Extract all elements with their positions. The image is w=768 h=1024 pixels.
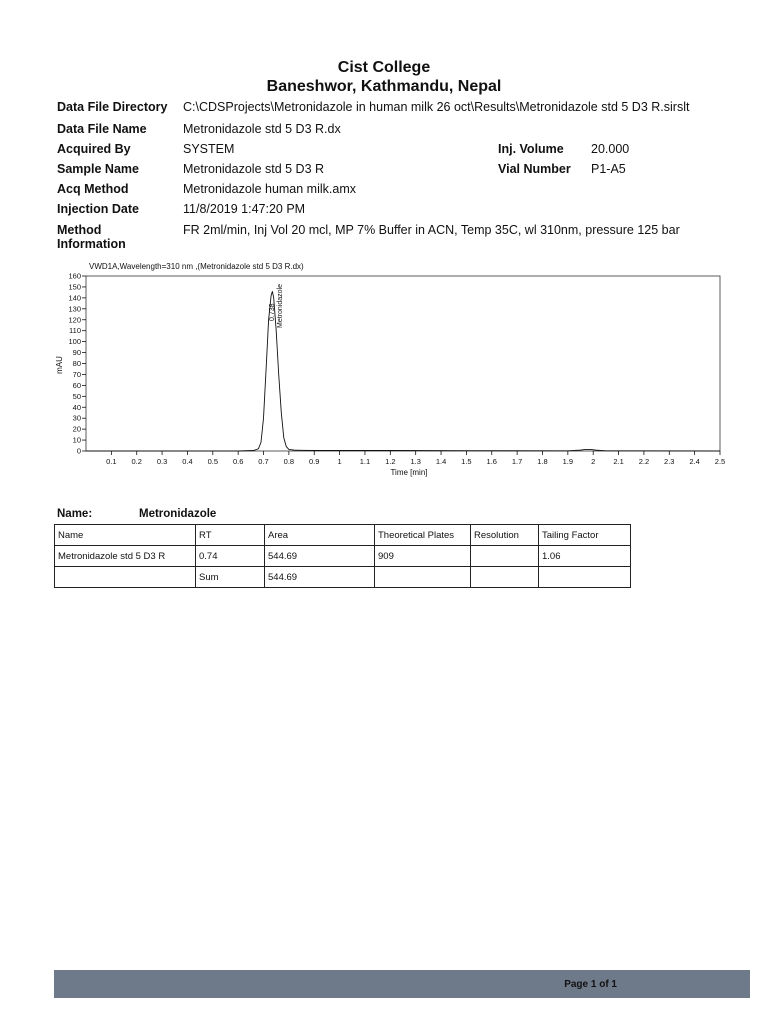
y-tick-label: 120: [68, 315, 81, 325]
table-row: [55, 567, 631, 588]
x-tick-label: 0.8: [283, 457, 295, 466]
x-tick-label: 1.5: [461, 457, 472, 466]
y-tick-label: 150: [68, 282, 81, 292]
cell-theoretical-plates: [375, 567, 471, 588]
page-number: Page 1 of 1: [564, 979, 617, 990]
cell-area: 544.69: [265, 546, 375, 567]
x-tick-label: 0.1: [106, 457, 117, 466]
y-tick-label: 80: [72, 359, 81, 368]
x-tick-label: 2.2: [638, 457, 650, 466]
col-header-theoretical-plates: Theoretical Plates: [375, 525, 471, 546]
results-table: [54, 524, 631, 588]
cell-name: Metronidazole std 5 D3 R: [55, 546, 196, 567]
cell-rt: Sum: [196, 567, 265, 588]
x-tick-label: 2: [591, 457, 596, 466]
cell-rt: 0.74: [196, 546, 265, 567]
x-tick-label: 0.9: [309, 457, 320, 466]
table-row: [55, 546, 631, 567]
x-tick-label: 1.1: [359, 457, 371, 466]
y-tick-label: 130: [68, 304, 81, 314]
x-tick-label: 0.7: [258, 457, 269, 466]
y-tick-label: 50: [72, 391, 81, 401]
x-tick-label: 1.4: [435, 457, 447, 466]
page-footer: [54, 970, 750, 998]
x-tick-label: 1.2: [385, 457, 396, 466]
plot-frame: [86, 276, 720, 451]
x-tick-label: 1.9: [562, 457, 574, 466]
data-file-name-label: Data File Name: [57, 122, 147, 136]
y-tick-label: 10: [72, 435, 81, 445]
x-tick-label: 0.6: [232, 457, 244, 466]
y-tick-label: 20: [72, 424, 81, 434]
y-tick-label: 30: [72, 413, 81, 423]
col-header-resolution: Resolution: [471, 525, 539, 546]
acq-method-label: Acq Method: [57, 182, 129, 196]
cell-theoretical-plates: 909: [375, 546, 471, 567]
y-tick-label: 40: [72, 402, 81, 412]
injection-date-value: 11/8/2019 1:47:20 PM: [183, 202, 306, 216]
cell-resolution: [471, 567, 539, 588]
col-header-rt: RT: [196, 525, 265, 546]
inj-volume-value: 20.000: [591, 142, 630, 156]
acquired-by-label: Acquired By: [57, 142, 131, 156]
x-tick-label: 2.3: [664, 457, 675, 466]
y-tick-label: 110: [69, 326, 81, 336]
method-information-value: FR 2ml/min, Inj Vol 20 mcl, MP 7% Buffer in ACN, Temp 35C, wl 310nm, pressure 125 bar: [183, 223, 680, 237]
x-tick-label: 2.1: [613, 457, 624, 466]
chromatogram-svg: [54, 260, 734, 480]
cell-area: 544.69: [265, 567, 375, 588]
peak-rt-label: 0.738: [269, 303, 277, 321]
y-tick-label: 140: [68, 293, 81, 303]
y-tick-label: 0: [76, 446, 81, 456]
x-tick-label: 1.6: [486, 457, 497, 466]
col-header-name: Name: [55, 525, 196, 546]
y-tick-label: 90: [72, 348, 81, 358]
table-header-row: [55, 525, 631, 546]
name-label: Name:: [57, 508, 93, 520]
institution-name: Cist College: [337, 59, 431, 76]
cell-name: [55, 567, 196, 588]
y-tick-label: 60: [72, 380, 81, 390]
x-tick-label: 1.8: [537, 457, 548, 466]
institution-location: Baneshwor, Kathmandu, Nepal: [266, 78, 502, 95]
x-tick-label: 2.4: [689, 457, 700, 466]
x-tick-label: 1.3: [410, 457, 421, 466]
data-file-name-value: Metronidazole std 5 D3 R.dx: [183, 122, 341, 136]
method-label: Method: [57, 223, 102, 237]
y-axis-label: mAU: [55, 356, 64, 374]
x-tick-label: 0.5: [207, 457, 219, 466]
acq-method-value: Metronidazole human milk.amx: [183, 182, 356, 196]
x-tick-label: 2.5: [714, 457, 726, 466]
inj-volume-label: Inj. Volume: [498, 142, 564, 156]
data-file-directory-label: Data File Directory: [57, 100, 168, 114]
information-label: Information: [57, 237, 126, 251]
cell-tailing-factor: 1.06: [539, 546, 631, 567]
y-tick-label: 100: [68, 337, 81, 347]
x-axis-label: Time [min]: [390, 468, 428, 477]
sample-name-label: Sample Name: [57, 162, 139, 176]
cell-tailing-factor: [539, 567, 631, 588]
injection-date-label: Injection Date: [57, 202, 139, 216]
vial-number-label: Vial Number: [498, 162, 571, 176]
peak-name-label: Metronidazole: [277, 284, 285, 328]
data-file-directory-value: C:\CDSProjects\Metronidazole in human milk 26 oct\Results\Metronidazole std 5 D3 R.sirslt: [183, 100, 690, 114]
x-tick-label: 1.7: [511, 457, 523, 466]
chart-title: VWD1A,Wavelength=310 nm ,(Metronidazole std 5 D3 R.dx): [89, 262, 304, 271]
col-header-area: Area: [265, 525, 375, 546]
compound-name-line: [57, 508, 217, 520]
chromatogram-trace: [86, 291, 720, 451]
sample-name-value: Metronidazole std 5 D3 R: [183, 162, 325, 176]
cell-resolution: [471, 546, 539, 567]
compound-name-value: Metronidazole: [139, 508, 217, 520]
x-tick-label: 0.3: [156, 457, 168, 466]
x-tick-label: 0.4: [182, 457, 193, 466]
x-tick-label: 0.2: [131, 457, 142, 466]
report-header: [0, 58, 768, 96]
x-tick-label: 1: [337, 457, 342, 466]
vial-number-value: P1-A5: [591, 162, 626, 176]
col-header-tailing-factor: Tailing Factor: [539, 525, 631, 546]
acquired-by-value: SYSTEM: [183, 142, 235, 156]
y-tick-label: 70: [72, 369, 81, 379]
chromatogram-chart: [54, 260, 734, 480]
y-tick-label: 160: [68, 271, 81, 281]
